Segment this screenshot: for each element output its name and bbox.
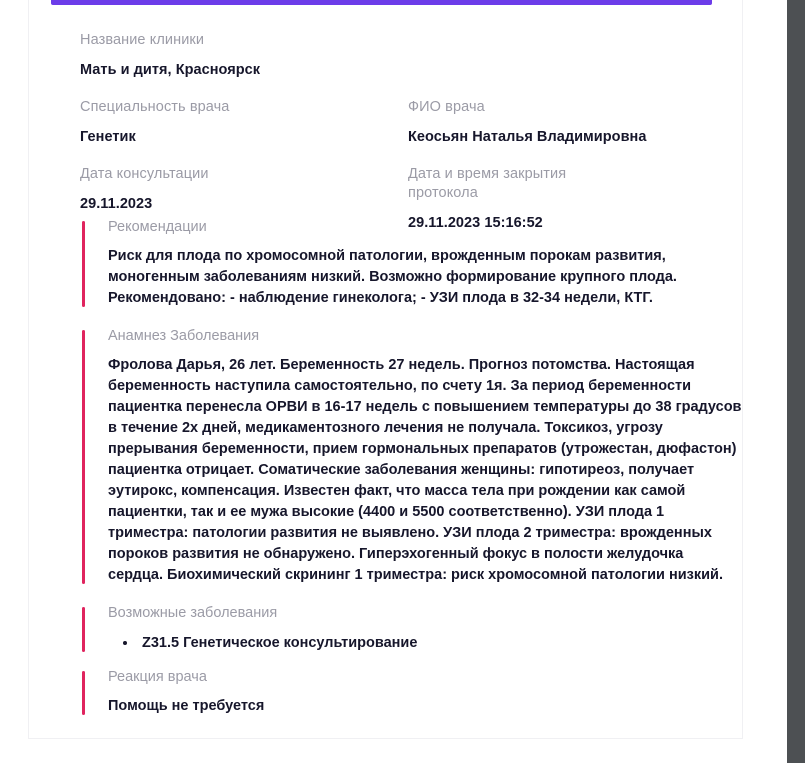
meta-col-left — [80, 98, 408, 147]
field-clinic-value: Мать и дитя, Красноярск — [80, 62, 261, 78]
section-accent-bar — [82, 671, 85, 715]
card-body — [29, 5, 742, 738]
field-specialty-label: Специальность врача — [80, 99, 230, 115]
section-recommendations-title: Рекомендации — [108, 219, 207, 235]
field-doctor-name-label: ФИО врача — [408, 99, 485, 115]
section-anamnesis-text: Фролова Дарья, 26 лет. Беременность 27 недель. Прогноз потомства. Настоящая беременность наступила самостоятельно, по счету 1я. За период беременности пациентка перенесла ОРВИ в 16-17 недель с повышением температуры до 38 градусов в течение 2х дней, медикаментозного лечения не получала. Токсикоз, угрозу прерывания беременности, прием гормональных препаратов (утрожестан, дюфастон) пациентка отрицает. Соматические заболевания женщины: гипотиреоз, получает эутирокс, компенсация. Известен факт, что масса тела при рождении как самой пациентки, так и ее мужа высокие (4400 и 5500 соответственно). УЗИ плода 1 триместра: патологии развития не выявлено. УЗИ плода 2 триместра: врожденных пороков развития не обнаружено. Гиперэхогенный фокус в полости желудочка сердца. Биохимический скрининг 1 триместра: риск хромосомной патологии низкий. — [108, 357, 742, 583]
field-doctor-name — [408, 98, 720, 147]
section-recommendations-text: Риск для плода по хромосомной патологии, врожденным порокам развития, моногенным заболеваниям низкий. Возможно формирование крупного плода. Рекомендовано: - наблюдение гинеколога; - УЗИ плода в 32-34 недели, КТГ. — [108, 248, 677, 306]
meta-col-left — [80, 165, 408, 214]
meta-row-clinic — [80, 31, 720, 80]
protocol-meta-grid — [80, 31, 720, 233]
meta-col-right — [408, 98, 720, 147]
meta-col-left — [80, 31, 408, 80]
field-protocol-closed-label: Дата и время закрытия протокола — [408, 166, 567, 201]
section-accent-bar — [82, 607, 85, 652]
section-possible-diagnoses-title: Возможные заболевания — [108, 605, 278, 621]
field-doctor-name-value: Кеосьян Наталья Владимировна — [408, 129, 647, 145]
section-recommendations — [82, 218, 742, 309]
possible-diagnoses-list — [108, 632, 742, 654]
meta-row-specialty-doctor — [80, 98, 720, 147]
list-item: • Z31.5 Генетическое консультирование — [138, 632, 742, 654]
consultation-protocol-card — [28, 0, 743, 739]
browser-right-gutter — [787, 0, 805, 763]
section-accent-bar — [82, 330, 85, 584]
section-doctor-reaction — [82, 668, 742, 717]
field-clinic — [80, 31, 388, 80]
section-doctor-reaction-text: Помощь не требуется — [108, 698, 265, 714]
section-accent-bar — [82, 221, 85, 307]
section-possible-diagnoses — [82, 604, 742, 654]
section-anamnesis — [82, 327, 742, 586]
field-consultation-date — [80, 165, 388, 214]
field-specialty — [80, 98, 388, 147]
section-anamnesis-title: Анамнез Заболевания — [108, 328, 260, 344]
field-specialty-value: Генетик — [80, 129, 136, 145]
section-doctor-reaction-title: Реакция врача — [108, 669, 207, 685]
field-consultation-date-label: Дата консультации — [80, 166, 209, 182]
field-clinic-label: Название клиники — [80, 32, 205, 48]
protocol-sections — [82, 218, 742, 717]
field-consultation-date-value: 29.11.2023 — [80, 196, 153, 212]
field-protocol-closed-value: 29.11.2023 15:16:52 — [408, 215, 543, 231]
